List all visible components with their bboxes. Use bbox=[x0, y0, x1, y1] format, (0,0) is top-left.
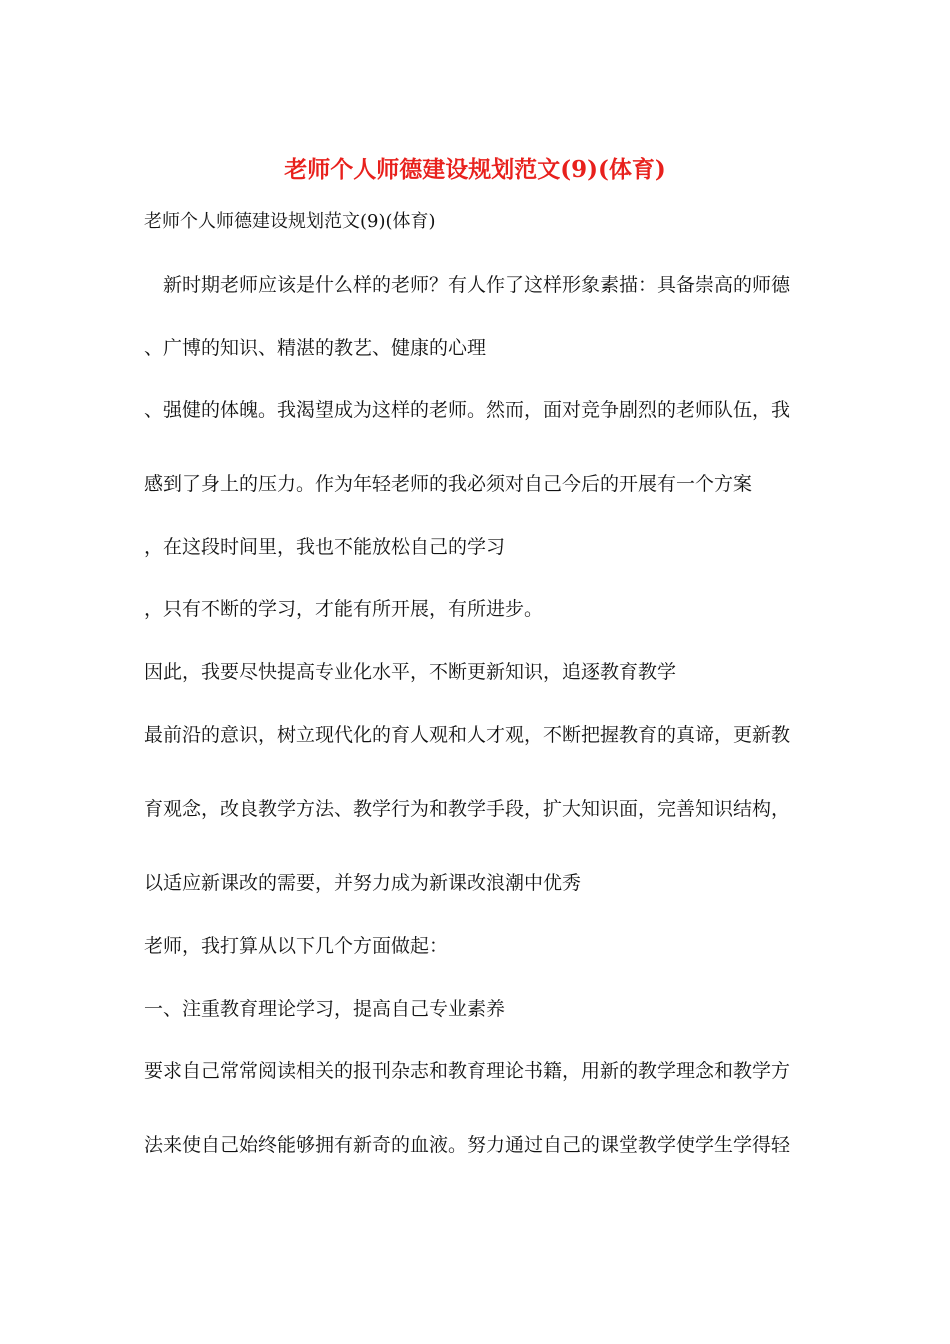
document-subtitle: 老师个人师德建设规划范文(9)(体育) bbox=[144, 211, 436, 232]
paragraph-line: 、广博的知识、精湛的教艺、健康的心理 bbox=[144, 337, 487, 359]
paragraph-line: 法来使自己始终能够拥有新奇的血液。努力通过自己的课堂教学使学生学得轻 bbox=[144, 1134, 791, 1156]
paragraph-line: 最前沿的意识，树立现代化的育人观和人才观，不断把握教育的真谛，更新教 bbox=[144, 724, 791, 746]
document-title: 老师个人师德建设规划范文(9)(体育) bbox=[284, 156, 666, 183]
paragraph-line: 育观念，改良教学方法、教学行为和教学手段，扩大知识面，完善知识结构， bbox=[144, 798, 791, 820]
paragraph-line: 新时期老师应该是什么样的老师？有人作了这样形象素描：具备崇高的师德 bbox=[144, 274, 791, 296]
paragraph-line: ，只有不断的学习，才能有所开展，有所进步。 bbox=[144, 598, 544, 620]
paragraph-line: 因此，我要尽快提高专业化水平，不断更新知识，追逐教育教学 bbox=[144, 661, 677, 683]
paragraph-line: 要求自己常常阅读相关的报刊杂志和教育理论书籍，用新的教学理念和教学方 bbox=[144, 1060, 791, 1082]
paragraph-line: 感到了身上的压力。作为年轻老师的我必须对自己今后的开展有一个方案 bbox=[144, 473, 753, 495]
paragraph-line: 老师，我打算从以下几个方面做起： bbox=[144, 935, 449, 957]
paragraph-line: 、强健的体魄。我渴望成为这样的老师。然而，面对竞争剧烈的老师队伍，我 bbox=[144, 399, 791, 421]
paragraph-line: ，在这段时间里，我也不能放松自己的学习 bbox=[144, 536, 506, 558]
paragraph-line: 以适应新课改的需要，并努力成为新课改浪潮中优秀 bbox=[144, 872, 582, 894]
section-heading: 一、注重教育理论学习，提高自己专业素养 bbox=[144, 998, 506, 1020]
